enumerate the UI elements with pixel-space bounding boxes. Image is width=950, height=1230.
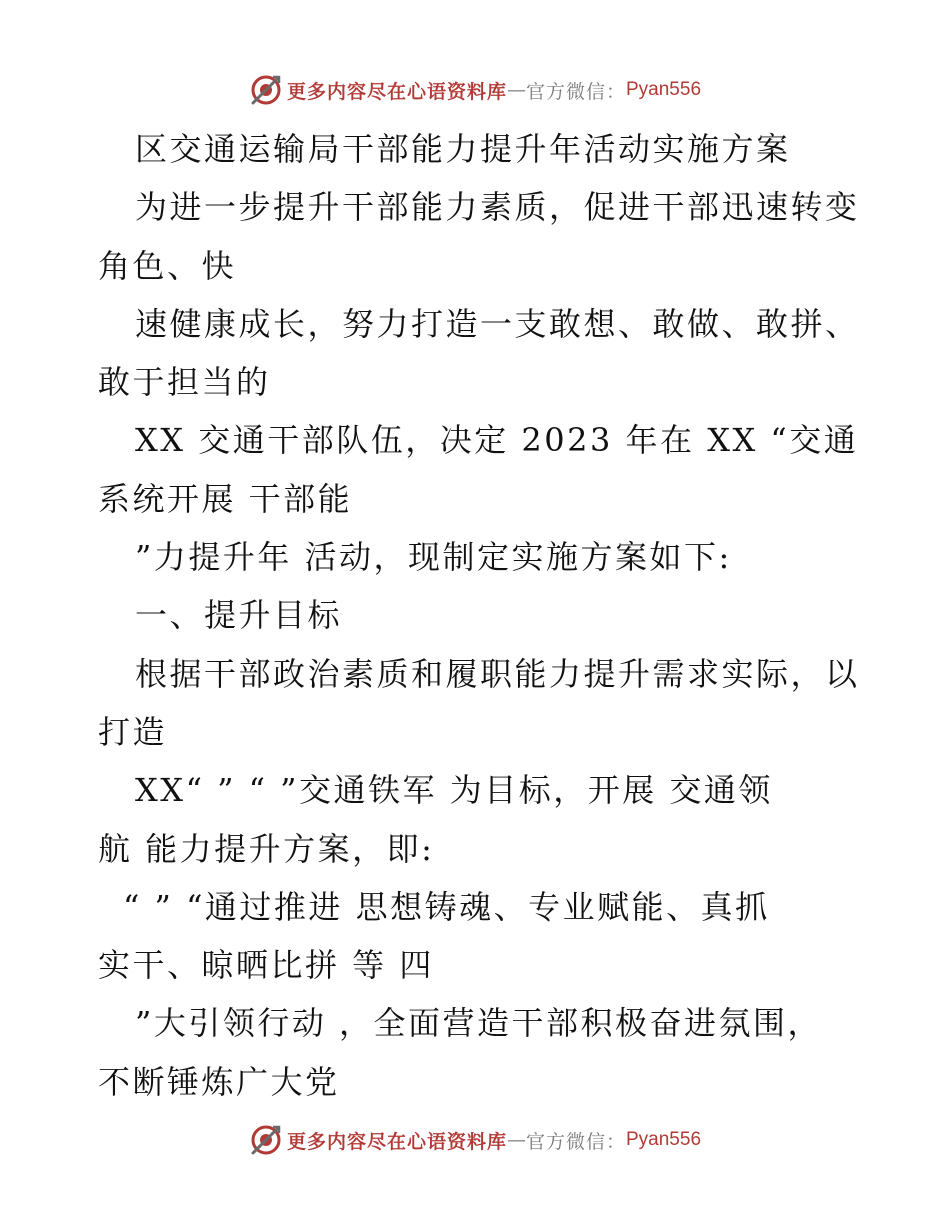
banner-text: 更多内容尽在心语资料库 (286, 80, 507, 103)
banner-dash: — (506, 1129, 526, 1151)
text-line: XX“ ” “ ”交通铁军 为目标，开展 交通领 (135, 771, 773, 810)
text-line: 打造 (98, 712, 168, 751)
banner-dash: — (506, 79, 526, 101)
logo-icon (249, 1123, 283, 1157)
banner-wechat-id: Pyan556 (626, 79, 702, 100)
banner-label: 官方微信： (525, 1130, 626, 1153)
text-line: 航 能力提升方案，即: (98, 829, 435, 868)
header-watermark-banner (0, 70, 950, 110)
document-title: 区交通运输局干部能力提升年活动实施方案 (135, 130, 791, 168)
document-body (98, 120, 858, 1111)
text-line: 为进一步提升干部能力素质，促进干部迅速转变 (135, 188, 860, 227)
text-line: 敢于担当的 (98, 363, 271, 402)
banner-text: 更多内容尽在心语资料库 (286, 1130, 507, 1153)
text-line: 角色、快 (98, 246, 237, 285)
footer-watermark-banner (0, 1120, 950, 1160)
text-line: 系统开展 干部能 (98, 479, 353, 518)
banner-label: 官方微信： (525, 80, 626, 103)
text-line: 实干、晾晒比拼 等 四 (98, 946, 434, 985)
text-line: ”力提升年 活动，现制定实施方案如下: (135, 538, 732, 577)
text-line: 不断锤炼广大党 (98, 1062, 340, 1101)
logo-icon (249, 73, 283, 107)
banner-wechat-id: Pyan556 (626, 1129, 702, 1150)
text-line: “ ” “通过推进 思想铸魂、专业赋能、真抓 (123, 887, 770, 926)
text-line: ”大引领行动 ，全面营造干部积极奋进氛围， (135, 1004, 823, 1043)
section-heading: 一、提升目标 (135, 596, 343, 635)
text-line: 速健康成长，努力打造一支敢想、敢做、敢拼、 (135, 304, 860, 343)
text-line: 根据干部政治素质和履职能力提升需求实际，以 (135, 654, 860, 693)
text-line: XX 交通干部队伍，决定 2023 年在 XX “交通 (135, 421, 859, 460)
